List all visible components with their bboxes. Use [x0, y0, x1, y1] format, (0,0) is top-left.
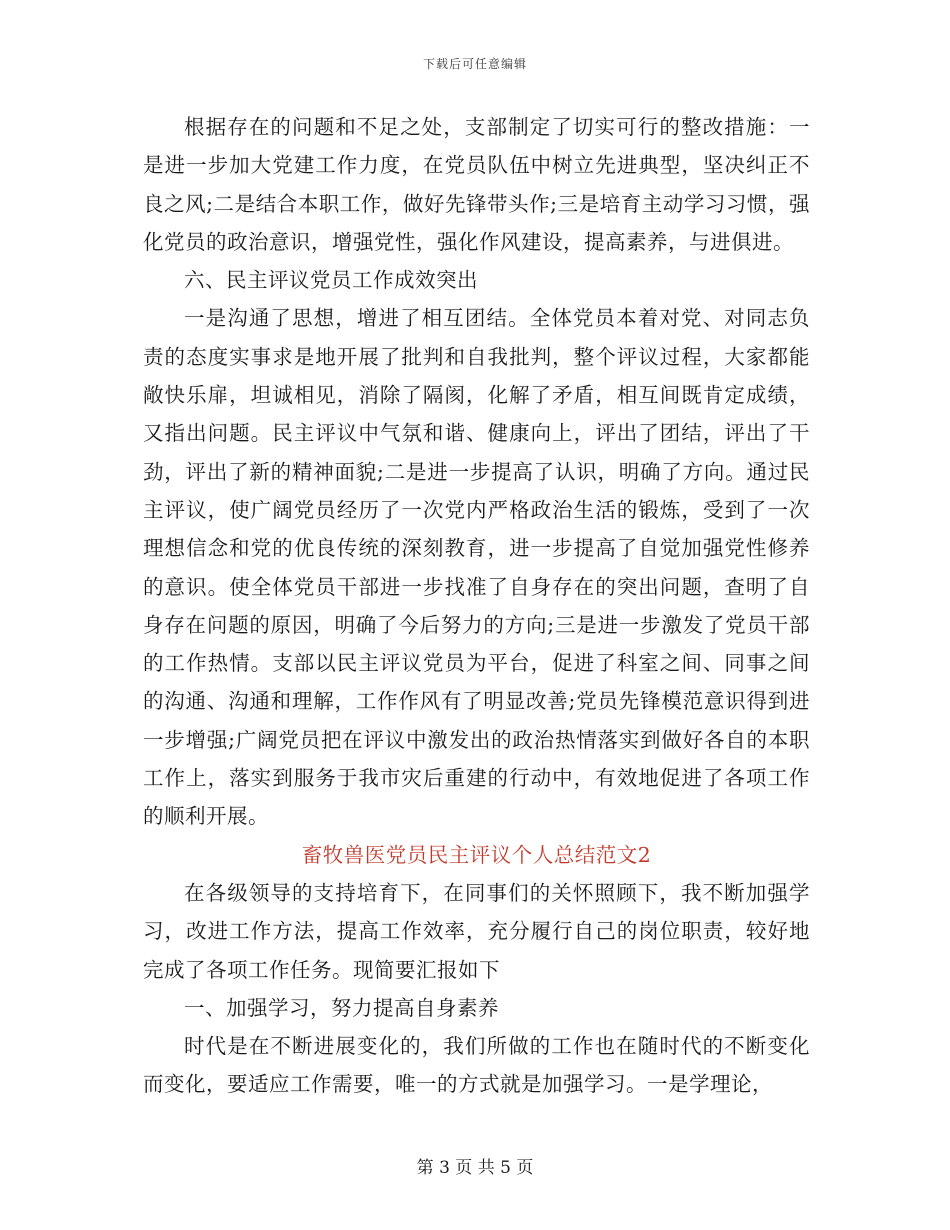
section-heading-one: 一、加强学习，努力提高自身素养	[184, 995, 499, 1020]
paragraph-study: 时代是在不断进展变化的，我们所做的工作也在随时代的不断变化而变化，要适应工作需要，唯一的方式就是加强学习。一是学理论，	[143, 1034, 810, 1097]
document-body	[143, 108, 810, 1104]
paragraph-intro: 在各级领导的支持培育下，在同事们的关怀照顾下，我不断加强学习，改进工作方法，提高工作效率，充分履行自己的岗位职责，较好地完成了各项工作任务。现简要汇报如下	[143, 880, 810, 982]
page-number: 第 3 页 共 5 页	[416, 1158, 534, 1178]
paragraph-results: 一是沟通了思想，增进了相互团结。全体党员本着对党、对同志负责的态度实事求是地开展了批判和自我批判，整个评议过程，大家都能敞快乐扉，坦诚相见，消除了隔阂，化解了矛盾，相互间既肯定成绩，又指出问题。民主评议中气氛和谐、健康向上，评出了团结，评出了干劲，评出了新的精神面貌;二是进一步提高了认识，明确了方向。通过民主评议，使广阔党员经历了一次党内严格政治生活的锻炼，受到了一次理想信念和党的优良传统的深刻教育，进一步提高了自觉加强党性修养的意识。使全体党员干部进一步找准了自身存在的突出问题，查明了自身存在问题的原因，明确了今后努力的方向;三是进一步激发了党员干部的工作热情。支部以民主评议党员为平台，促进了科室之间、同事之间的沟通、沟通和理解，工作作风有了明显改善;党员先锋模范意识得到进一步增强;广阔党员把在评议中激发出的政治热情落实到做好各自的本职工作上，落实到服务于我市灾后重建的行动中，有效地促进了各项工作的顺利开展。	[143, 306, 810, 829]
header-note: 下载后可任意编辑	[422, 57, 527, 71]
article-title: 畜牧兽医党员民主评议个人总结范文2	[301, 842, 652, 867]
paragraph-rectification: 根据存在的问题和不足之处，支部制定了切实可行的整改措施：一是进一步加大党建工作力度，在党员队伍中树立先进典型，坚决纠正不良之风;二是结合本职工作，做好先锋带头作;三是培育主动学习习惯，强化党员的政治意识，增强党性，强化作风建设，提高素养，与进俱进。	[143, 115, 810, 254]
section-heading-six: 六、民主评议党员工作成效突出	[184, 268, 478, 293]
